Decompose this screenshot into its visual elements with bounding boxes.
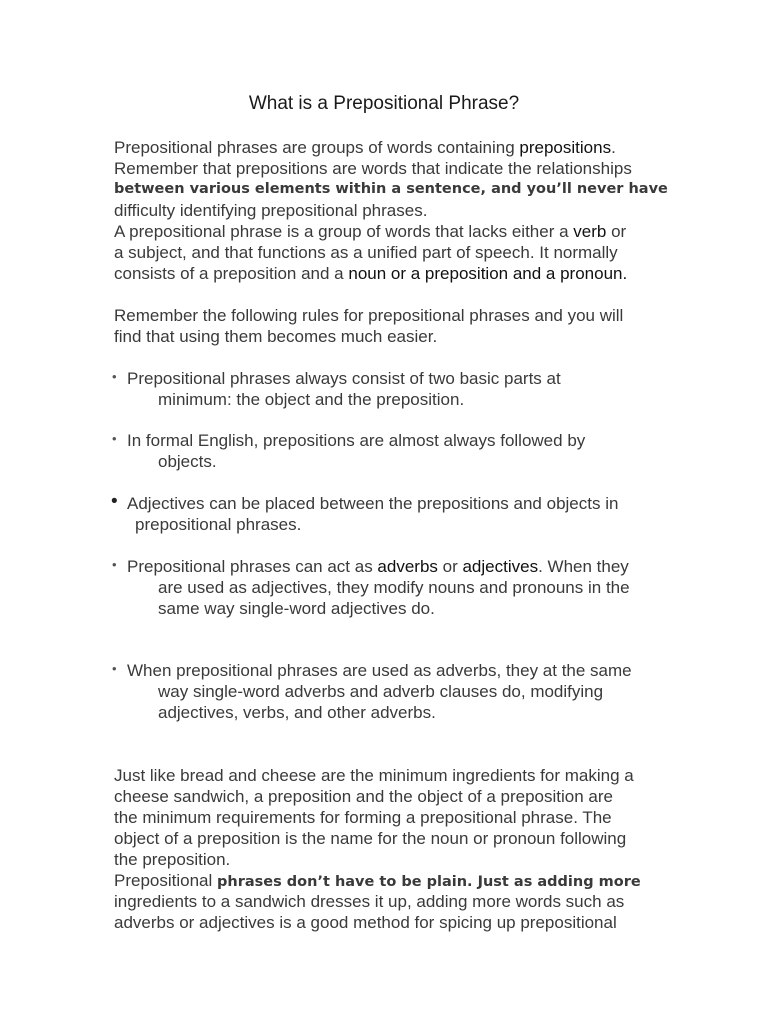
paragraph-3-line: object of a preposition is the name for the noun or pronoun following <box>114 829 627 848</box>
paragraph-1-line <box>114 137 616 158</box>
paragraph-1-line: difficulty identifying prepositional phrases. <box>114 201 428 220</box>
rule-5-line: adjectives, verbs, and other adverbs. <box>158 703 436 722</box>
rule-5-line: way single-word adverbs and adverb clauses do, modifying <box>158 682 604 701</box>
link-adjectives[interactable]: adjectives <box>462 557 539 576</box>
rule-1-line: Prepositional phrases always consist of two basic parts at <box>127 369 561 388</box>
paragraph-3-line <box>114 870 641 893</box>
paragraph-1-line <box>114 263 627 284</box>
rule-5-line: When prepositional phrases are used as adverbs, they at the same <box>127 661 632 680</box>
text-span: or <box>437 557 463 576</box>
bullet-icon: • <box>112 431 117 446</box>
text-span: Prepositional <box>114 871 218 890</box>
rule-1-line: minimum: the object and the preposition. <box>158 390 465 409</box>
paragraph-3-line: Just like bread and cheese are the minimum ingredients for making a <box>114 766 634 785</box>
text-span: . When they <box>538 557 629 576</box>
page-title: What is a Prepositional Phrase? <box>248 93 520 114</box>
paragraph-3-line: the preposition. <box>114 850 231 869</box>
rule-3-line: prepositional phrases. <box>135 515 302 534</box>
bullet-icon: • <box>112 369 117 384</box>
text-span: phrases don’t have to be plain. Just as adding more <box>217 874 641 890</box>
rule-2-line: objects. <box>158 452 217 471</box>
paragraph-3-line: adverbs or adjectives is a good method for spicing up prepositional <box>114 913 617 932</box>
bullet-icon: • <box>112 661 117 676</box>
text-span: or <box>606 222 627 241</box>
paragraph-3-line: cheese sandwich, a preposition and the object of a preposition are <box>114 787 613 806</box>
bullet-icon: • <box>112 557 117 572</box>
rule-4-line <box>127 556 629 577</box>
text-span: Prepositional phrases can act as <box>127 557 378 576</box>
text-span: consists of a preposition and a <box>114 264 349 283</box>
paragraph-3-line: the minimum requirements for forming a prepositional phrase. The <box>114 808 612 827</box>
paragraph-1-line <box>114 221 626 242</box>
paragraph-3-line: ingredients to a sandwich dresses it up, adding more words such as <box>114 892 625 911</box>
text-span: Prepositional phrases are groups of words containing <box>114 138 520 157</box>
paragraph-1-line: between various elements within a sentence, and you’ll never have <box>114 181 668 197</box>
link-verb[interactable]: verb <box>573 222 607 241</box>
paragraph-1-line: a subject, and that functions as a unified part of speech. It normally <box>114 243 618 262</box>
paragraph-2-line: Remember the following rules for prepositional phrases and you will <box>114 306 624 325</box>
bullet-icon: • <box>111 491 118 512</box>
rule-4-line: same way single-word adjectives do. <box>158 599 435 618</box>
text-span: A prepositional phrase is a group of words that lacks either a <box>114 222 574 241</box>
link-prepositions[interactable]: prepositions <box>519 138 612 157</box>
link-noun-pronoun[interactable]: noun or a preposition and a pronoun. <box>348 264 628 283</box>
paragraph-1-line: Remember that prepositions are words that indicate the relationships <box>114 159 632 178</box>
rule-3-line: Adjectives can be placed between the prepositions and objects in <box>127 494 619 513</box>
rule-2-line: In formal English, prepositions are almost always followed by <box>127 431 586 450</box>
rule-4-line: are used as adjectives, they modify nouns and pronouns in the <box>158 578 630 597</box>
link-adverbs[interactable]: adverbs <box>377 557 438 576</box>
paragraph-2-line: find that using them becomes much easier. <box>114 327 438 346</box>
text-span: . <box>611 138 616 157</box>
